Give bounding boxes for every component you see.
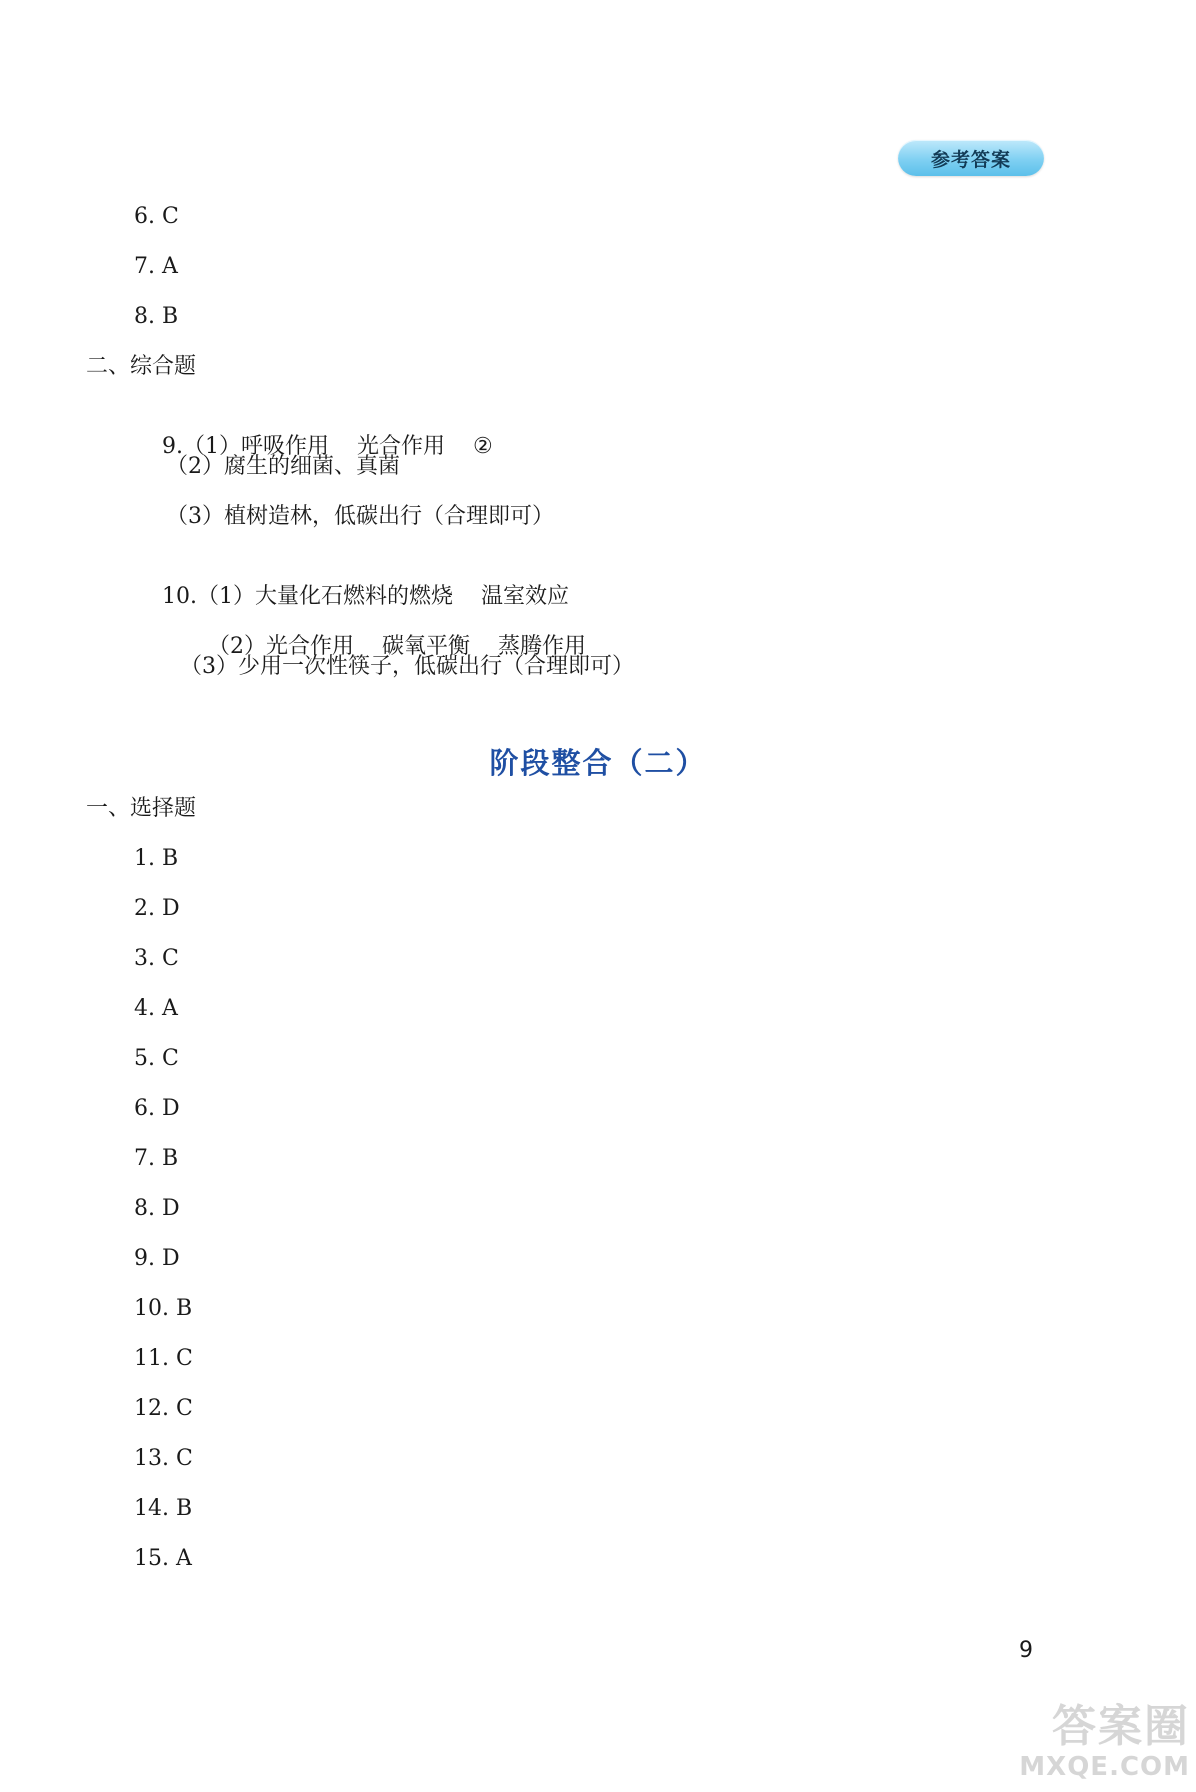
mc-answer-9: 9. D (134, 1246, 180, 1271)
mc-answer-6: 6. D (134, 1096, 180, 1121)
question-9-p1c: ② (473, 434, 493, 459)
question-10-part-3: （3）少用一次性筷子，低碳出行（合理即可） (180, 654, 634, 679)
mc-answer-11: 11. C (134, 1346, 193, 1371)
mc-answer-7: 7. B (134, 1146, 179, 1171)
answer-8: 8. B (134, 304, 179, 329)
mc-answer-14: 14. B (134, 1496, 193, 1521)
question-10-p1b: 温室效应 (480, 584, 569, 609)
section-title: 阶段整合（二） (489, 746, 707, 780)
watermark-text: 答案圈 (1052, 1701, 1190, 1752)
mc-answer-15: 15. A (134, 1546, 192, 1571)
mc-answer-13: 13. C (134, 1446, 193, 1471)
mc-answer-10: 10. B (134, 1296, 193, 1321)
mc-answer-4: 4. A (134, 996, 178, 1021)
mc-answer-5: 5. C (134, 1046, 179, 1071)
question-9-number: 9. (161, 434, 183, 459)
question-9-part-3: （3）植树造林，低碳出行（合理即可） (166, 504, 554, 529)
question-10-p1: （1）大量化石燃料的燃烧 (196, 584, 453, 609)
answer-7: 7. A (134, 254, 178, 279)
page-number: 9 (1019, 1638, 1033, 1663)
question-10-p2b: 碳氧平衡 (381, 634, 470, 659)
watermark-logo (1010, 1702, 1190, 1788)
mc-answer-8: 8. D (134, 1196, 180, 1221)
mc-answer-12: 12. C (134, 1396, 193, 1421)
question-10-number: 10. (161, 584, 197, 609)
section-heading-multiple-choice: 一、选择题 (86, 796, 197, 821)
question-9-p1b: 光合作用 (356, 434, 445, 459)
question-9-p1: （1）呼吸作用 (182, 434, 329, 459)
answer-6: 6. C (134, 204, 179, 229)
question-10-p2c: 蒸腾作用 (498, 634, 587, 659)
mc-answer-1: 1. B (134, 846, 179, 871)
answer-key-badge: 参考答案 (898, 140, 1044, 176)
mc-answer-3: 3. C (134, 946, 179, 971)
question-9-part-2: （2）腐生的细菌、真菌 (166, 454, 400, 479)
watermark-url: MXQE.COM (1019, 1752, 1190, 1782)
question-10-p2: （2）光合作用 (207, 634, 354, 659)
section-heading-comprehensive: 二、综合题 (86, 354, 197, 379)
mc-answer-2: 2. D (134, 896, 180, 921)
